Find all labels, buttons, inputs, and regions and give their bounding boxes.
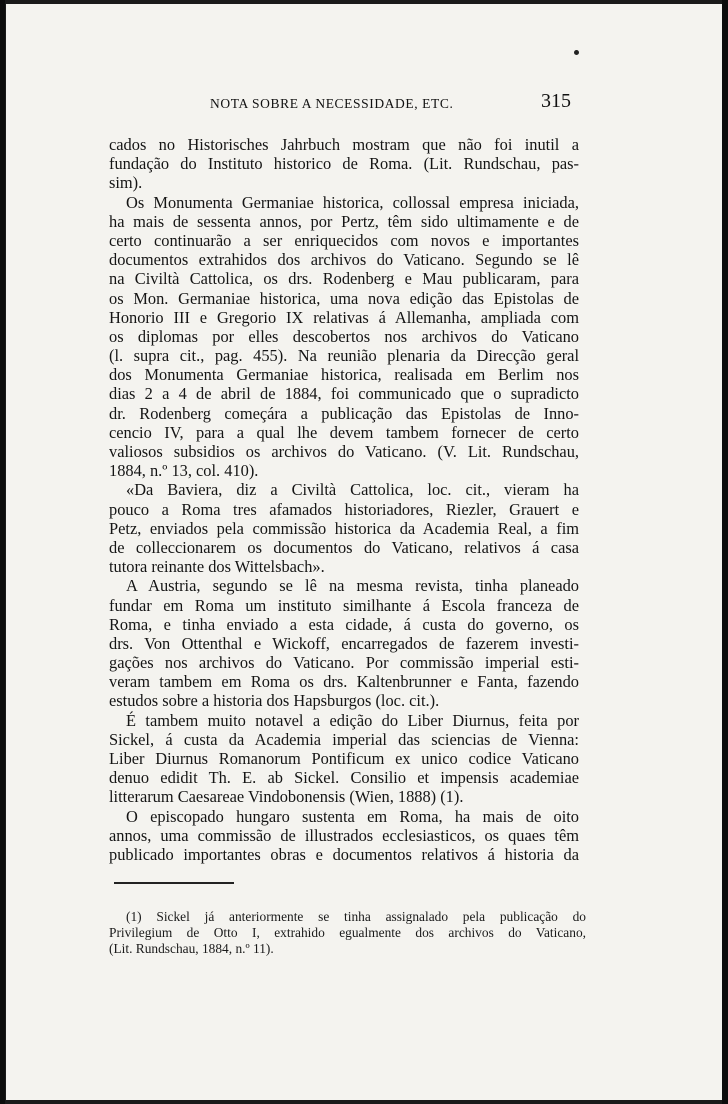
body-line: os Mon. Germaniae historica, uma nova edição das Epistolas de — [109, 288, 579, 308]
body-line: dias 2 a 4 de abril de 1884, foi communicado que o supradicto — [109, 384, 579, 404]
footnote — [109, 909, 586, 957]
body-line: litterarum Caesareae Vindobonensis (Wien, 1888) (1). — [109, 787, 464, 807]
footnote-line: Privilegium de Otto I, extrahido egualmente dos archivos do Vaticano, — [109, 925, 586, 940]
body-line: gações nos archivos do Vaticano. Por commissão imperial esti- — [109, 653, 579, 673]
body-line: fundação do Instituto historico de Roma. (Lit. Rundschau, pas- — [109, 154, 579, 174]
body-line: certo continuarão a ser enriquecidos com novos e importantes — [109, 230, 579, 250]
body-line: na Civiltà Cattolica, os drs. Rodenberg e Mau publicaram, para — [109, 269, 579, 289]
body-line: veram tambem em Roma os drs. Kaltenbrunner e Fanta, fazendo — [109, 672, 579, 692]
body-line: Roma, e tinha enviado a esta cidade, á custa do governo, os — [109, 614, 579, 634]
body-line: estudos sobre a historia dos Hapsburgos (loc. cit.). — [109, 691, 440, 711]
scan-right-edge — [722, 0, 728, 1104]
body-line: ha mais de sessenta annos, por Pertz, têm sido ultimamente e de — [109, 211, 579, 231]
body-line: dos Monumenta Germaniae historica, realisada em Berlim nos — [109, 365, 579, 385]
body-line: dr. Rodenberg começára a publicação das Epistolas de Inno- — [109, 403, 579, 423]
body-line: publicado importantes obras e documentos relativos á historia da — [109, 844, 579, 864]
scan-left-edge — [0, 0, 5, 1104]
body-line: É tambem muito notavel a edição do Liber Diurnus, feita por — [126, 710, 579, 730]
body-line: cados no Historisches Jahrbuch mostram que não foi inutil a — [109, 135, 579, 154]
body-line: sim). — [109, 173, 143, 193]
body-line: Os Monumenta Germaniae historica, collossal empresa iniciada, — [126, 192, 579, 212]
body-line: denuo edidit Th. E. ab Sickel. Consilio et impensis academiae — [109, 768, 579, 788]
ink-speck — [574, 50, 579, 55]
body-line: fundar em Roma um instituto similhante á Escola franceza de — [109, 595, 579, 615]
body-line: de colleccionarem os documentos do Vaticano, relativos á casa — [109, 537, 579, 557]
book-page — [6, 4, 722, 1100]
body-line: annos, uma commissão de illustrados ecclesiasticos, os quaes têm — [109, 825, 579, 845]
body-line: pouco a Roma tres afamados historiadores, Riezler, Grauert e — [109, 499, 579, 519]
body-line: os diplomas por elles descobertos nos archivos do Vaticano — [109, 326, 579, 346]
footnote-line: (Lit. Rundschau, 1884, n.º 11). — [109, 941, 274, 956]
body-line: tutora reinante dos Wittelsbach». — [109, 557, 325, 577]
body-line: Honorio III e Gregorio IX relativas á Allemanha, ampliada com — [109, 307, 579, 327]
page-number: 315 — [541, 90, 571, 112]
body-line: (l. supra cit., pag. 455). Na reunião plenaria da Direcção geral — [109, 346, 579, 366]
footnote-separator — [114, 882, 234, 884]
body-line: documentos extrahidos dos archivos do Vaticano. Segundo se lê — [109, 250, 579, 270]
body-line: A Austria, segundo se lê na mesma revista, tinha planeado — [126, 576, 579, 596]
body-line: O episcopado hungaro sustenta em Roma, ha mais de oito — [126, 806, 579, 826]
body-line: Petz, enviados pela commissão historica da Academia Real, a fim — [109, 518, 579, 538]
body-line: Sickel, á custa da Academia imperial das sciencias de Vienna: — [109, 729, 579, 749]
body-line: «Da Baviera, diz a Civiltà Cattolica, loc. cit., vieram ha — [126, 480, 579, 500]
body-line: Liber Diurnus Romanorum Pontificum ex unico codice Vaticano — [109, 749, 579, 768]
body-text — [109, 135, 579, 864]
body-line: drs. Von Ottenthal e Wickoff, encarregados de fazerem investi- — [109, 633, 579, 653]
footnote-line: (1) Sickel já anteriormente se tinha assignalado pela publicação do — [126, 909, 586, 924]
body-line: valiosos subsidios os archivos do Vaticano. (V. Lit. Rundschau, — [109, 442, 579, 461]
running-title: NOTA SOBRE A NECESSIDADE, ETC. — [210, 96, 454, 111]
body-line: 1884, n.º 13, col. 410). — [109, 461, 259, 481]
body-line: cencio IV, para a qual lhe devem tambem fornecer de certo — [109, 422, 579, 442]
